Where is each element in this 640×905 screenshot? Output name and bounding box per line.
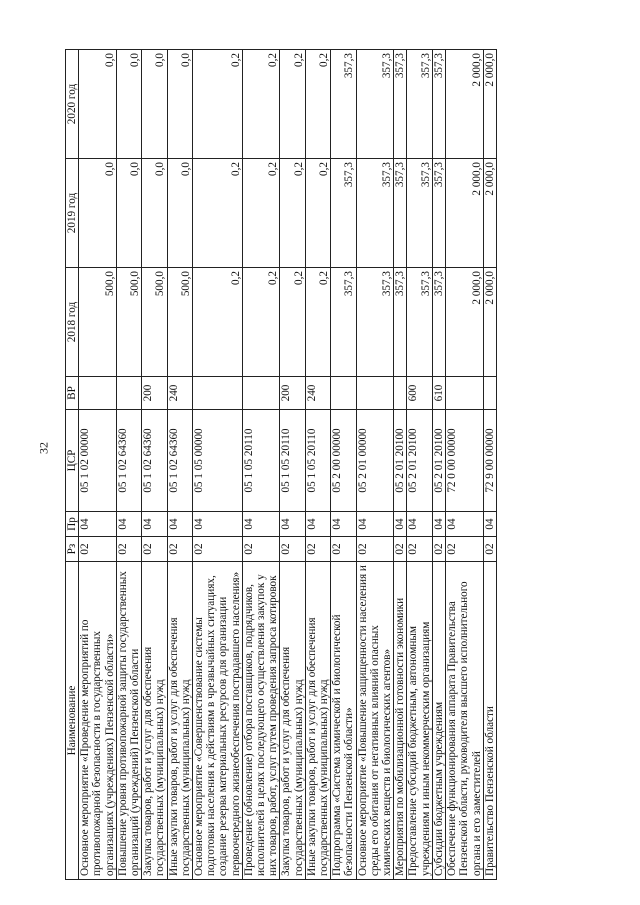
- cell-y2018: 357,3: [432, 268, 445, 377]
- cell-y2020: 357,3: [432, 50, 445, 159]
- cell-name: Основное мероприятие «Совершенствование системы подготовки населения к действиям в чрезвычайных ситуациях, создание резерва материальных ресурсов для организации первоочередного жизнеобеспечения пострадавшего населения»: [193, 562, 243, 880]
- cell-rz: 02: [116, 537, 141, 562]
- cell-csr: 05 1 02 64360: [116, 410, 141, 512]
- cell-y2020: 357,3: [356, 50, 394, 159]
- cell-vr: [116, 377, 141, 410]
- cell-name: Мероприятия по мобилизационной готовности экономики: [394, 562, 407, 880]
- cell-rz: 02: [356, 537, 394, 562]
- budget-table: [65, 49, 497, 880]
- cell-csr: 72 9 00 00000: [483, 410, 496, 512]
- cell-pr: 04: [79, 512, 117, 537]
- cell-rz: 02: [167, 537, 192, 562]
- header-vr: ВР: [66, 377, 79, 410]
- cell-vr: [331, 377, 356, 410]
- cell-pr: 04: [407, 512, 432, 537]
- cell-vr: [483, 377, 496, 410]
- cell-y2020: 0,2: [242, 50, 280, 159]
- cell-y2019: 0,0: [167, 159, 192, 268]
- cell-y2020: 0,2: [280, 50, 305, 159]
- cell-csr: 05 1 02 64360: [142, 410, 167, 512]
- table-row: [242, 50, 280, 880]
- cell-y2019: 0,2: [193, 159, 243, 268]
- page-number: 32: [36, 442, 51, 454]
- cell-y2019: 2 000,0: [483, 159, 496, 268]
- header-2018: 2018 год: [66, 268, 79, 377]
- cell-vr: [79, 377, 117, 410]
- cell-pr: 04: [446, 512, 484, 537]
- cell-y2020: 0,0: [142, 50, 167, 159]
- table-header-row: [66, 50, 79, 880]
- cell-pr: 04: [142, 512, 167, 537]
- table-row: [116, 50, 141, 880]
- cell-pr: 04: [242, 512, 280, 537]
- cell-pr: 04: [331, 512, 356, 537]
- cell-csr: 05 1 05 20110: [305, 410, 330, 512]
- cell-y2018: 0,2: [242, 268, 280, 377]
- cell-y2019: 0,0: [79, 159, 117, 268]
- cell-y2018: 0,2: [280, 268, 305, 377]
- cell-name: Правительство Пензенской области: [483, 562, 496, 880]
- cell-rz: 02: [446, 537, 484, 562]
- cell-y2019: 0,2: [242, 159, 280, 268]
- table-row: [280, 50, 305, 880]
- cell-y2019: 357,3: [331, 159, 356, 268]
- cell-csr: 05 1 05 20110: [280, 410, 305, 512]
- cell-y2018: 500,0: [142, 268, 167, 377]
- table-row: [356, 50, 394, 880]
- cell-csr: 05 1 02 64360: [167, 410, 192, 512]
- cell-pr: 04: [305, 512, 330, 537]
- cell-y2018: 2 000,0: [446, 268, 484, 377]
- cell-rz: 02: [394, 537, 407, 562]
- table-row: [305, 50, 330, 880]
- cell-y2018: 357,3: [331, 268, 356, 377]
- cell-y2020: 0,2: [193, 50, 243, 159]
- cell-y2018: 0,2: [305, 268, 330, 377]
- cell-vr: 200: [142, 377, 167, 410]
- header-rz: Рз: [66, 537, 79, 562]
- cell-name: Проведение (обновление) отбора поставщиков, подрядчиков, исполнителей в целях последующего осуществления закупок у них товаров, работ, услуг путем проведения запроса котировок: [242, 562, 280, 880]
- cell-csr: 72 0 00 00000: [446, 410, 484, 512]
- cell-y2020: 357,3: [394, 50, 407, 159]
- table-row: [167, 50, 192, 880]
- cell-csr: 05 2 01 20100: [394, 410, 407, 512]
- cell-y2020: 0,2: [305, 50, 330, 159]
- cell-y2018: 357,3: [407, 268, 432, 377]
- table-row: [193, 50, 243, 880]
- cell-name: Иные закупки товаров, работ и услуг для обеспечения государственных (муниципальных) нужд: [305, 562, 330, 880]
- cell-vr: [394, 377, 407, 410]
- header-pr: Пр: [66, 512, 79, 537]
- cell-name: Предоставление субсидий бюджетным, автономным учреждениям и иным некоммерческим организациям: [407, 562, 432, 880]
- cell-name: Закупка товаров, работ и услуг для обеспечения государственных (муниципальных) нужд: [142, 562, 167, 880]
- cell-y2018: 357,3: [394, 268, 407, 377]
- table-row: [446, 50, 484, 880]
- rotated-page-content: [65, 50, 597, 880]
- cell-rz: 02: [280, 537, 305, 562]
- cell-rz: 02: [142, 537, 167, 562]
- cell-rz: 02: [193, 537, 243, 562]
- cell-y2019: 0,0: [142, 159, 167, 268]
- cell-y2020: 357,3: [331, 50, 356, 159]
- cell-y2019: 357,3: [432, 159, 445, 268]
- cell-y2020: 0,0: [79, 50, 117, 159]
- cell-y2019: 357,3: [356, 159, 394, 268]
- cell-name: Закупка товаров, работ и услуг для обеспечения государственных (муниципальных) нужд: [280, 562, 305, 880]
- cell-y2019: 357,3: [407, 159, 432, 268]
- cell-name: Повышение уровня противопожарной защиты государственных организаций (учреждений) Пензенской области: [116, 562, 141, 880]
- header-csr: ЦСР: [66, 410, 79, 512]
- cell-y2020: 357,3: [407, 50, 432, 159]
- cell-y2019: 357,3: [394, 159, 407, 268]
- cell-rz: 02: [305, 537, 330, 562]
- cell-y2020: 2 000,0: [483, 50, 496, 159]
- cell-vr: 200: [280, 377, 305, 410]
- cell-vr: 600: [407, 377, 432, 410]
- table-row: [432, 50, 445, 880]
- cell-name: Обеспечение функционирования аппарата Правительства Пензенской области, руководителя высшего исполнительного органа и его заместителей: [446, 562, 484, 880]
- cell-y2018: 500,0: [116, 268, 141, 377]
- cell-vr: 240: [305, 377, 330, 410]
- cell-pr: 04: [432, 512, 445, 537]
- header-name: Наименование: [66, 562, 79, 880]
- table-row: [79, 50, 117, 880]
- cell-y2020: 0,0: [167, 50, 192, 159]
- cell-y2019: 0,0: [116, 159, 141, 268]
- cell-y2018: 2 000,0: [483, 268, 496, 377]
- cell-csr: 05 2 01 00000: [356, 410, 394, 512]
- cell-csr: 05 2 01 20100: [407, 410, 432, 512]
- cell-y2018: 500,0: [167, 268, 192, 377]
- cell-pr: 04: [280, 512, 305, 537]
- cell-name: Основное мероприятие «Проведение мероприятий по противопожарной безопасности в государственных организациях (учреждениях) Пензенской области»: [79, 562, 117, 880]
- cell-pr: 04: [483, 512, 496, 537]
- cell-rz: 02: [331, 537, 356, 562]
- table-row: [142, 50, 167, 880]
- cell-csr: 05 1 05 00000: [193, 410, 243, 512]
- cell-y2020: 2 000,0: [446, 50, 484, 159]
- cell-name: Иные закупки товаров, работ и услуг для обеспечения государственных (муниципальных) нужд: [167, 562, 192, 880]
- cell-pr: 04: [193, 512, 243, 537]
- cell-y2019: 0,2: [305, 159, 330, 268]
- cell-vr: [193, 377, 243, 410]
- cell-name: Подпрограмма «Система химической и биологической безопасности Пензенской области»: [331, 562, 356, 880]
- cell-name: Основное мероприятие «Повышение защищенности населения и среды его обитания от негативных влияний опасных химических веществ и биологических агентов»: [356, 562, 394, 880]
- cell-y2019: 2 000,0: [446, 159, 484, 268]
- cell-pr: 04: [394, 512, 407, 537]
- header-2019: 2019 год: [66, 159, 79, 268]
- table-row: [483, 50, 496, 880]
- cell-rz: 02: [407, 537, 432, 562]
- cell-y2018: 357,3: [356, 268, 394, 377]
- cell-pr: 04: [116, 512, 141, 537]
- cell-csr: 05 1 05 20110: [242, 410, 280, 512]
- cell-y2018: 500,0: [79, 268, 117, 377]
- cell-y2020: 0,0: [116, 50, 141, 159]
- header-2020: 2020 год: [66, 50, 79, 159]
- cell-csr: 05 2 00 00000: [331, 410, 356, 512]
- table-row: [331, 50, 356, 880]
- table-row: [407, 50, 432, 880]
- table-row: [394, 50, 407, 880]
- cell-vr: [356, 377, 394, 410]
- cell-vr: [242, 377, 280, 410]
- cell-pr: 04: [356, 512, 394, 537]
- cell-y2019: 0,2: [280, 159, 305, 268]
- cell-vr: 240: [167, 377, 192, 410]
- cell-pr: 04: [167, 512, 192, 537]
- cell-csr: 05 2 01 20100: [432, 410, 445, 512]
- cell-vr: 610: [432, 377, 445, 410]
- cell-rz: 02: [79, 537, 117, 562]
- cell-y2018: 0,2: [193, 268, 243, 377]
- cell-vr: [446, 377, 484, 410]
- cell-csr: 05 1 02 00000: [79, 410, 117, 512]
- cell-rz: 02: [483, 537, 496, 562]
- cell-rz: 02: [242, 537, 280, 562]
- cell-rz: 02: [432, 537, 445, 562]
- cell-name: Субсидии бюджетным учреждениям: [432, 562, 445, 880]
